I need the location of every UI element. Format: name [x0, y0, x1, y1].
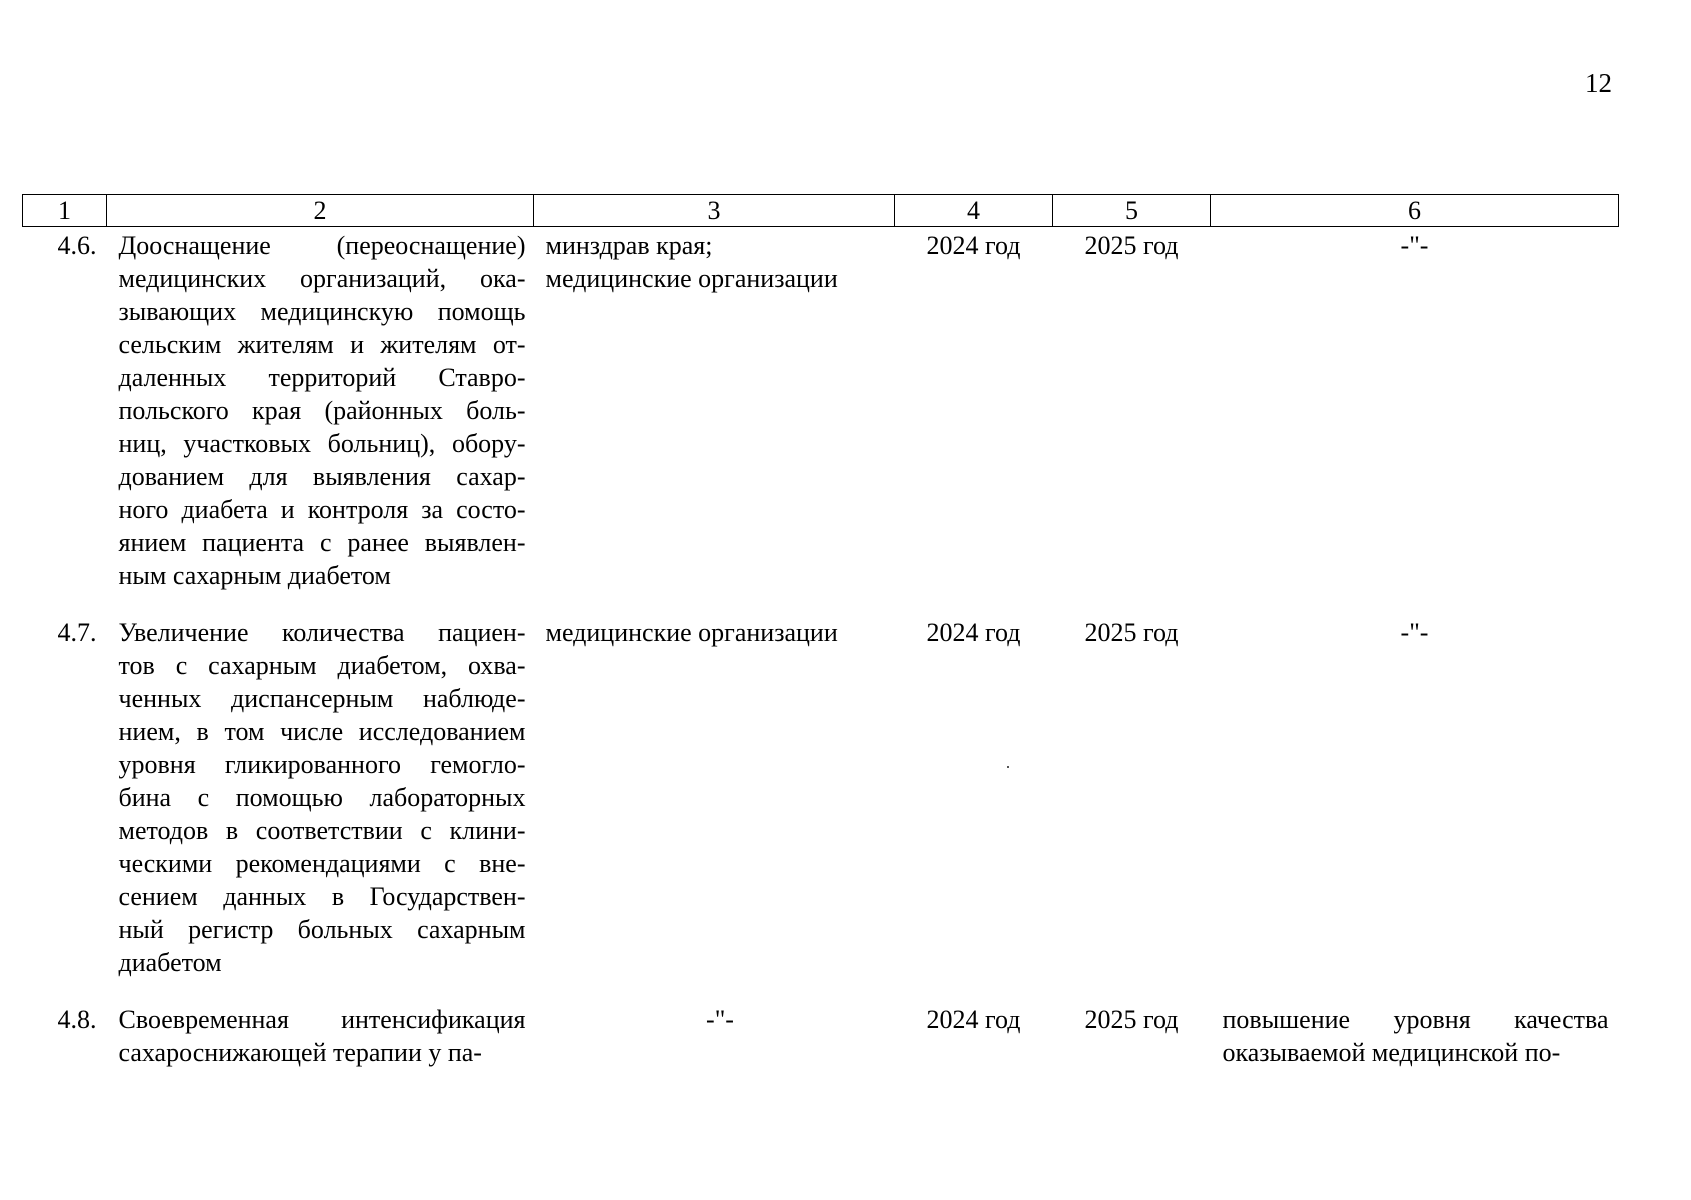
- description-line: янием пациента с ранее выявлен-: [118, 528, 526, 557]
- item-number: 4.8.: [57, 1005, 97, 1034]
- header-col-3: 3: [534, 195, 895, 227]
- item-executor: [534, 1003, 895, 1069]
- header-row: [23, 195, 1619, 227]
- description-line: сельским жителям и жителям от-: [118, 330, 526, 359]
- item-description: [107, 616, 534, 979]
- header-col-4: 4: [895, 195, 1053, 227]
- description-line: диабетом: [118, 948, 222, 977]
- item-start-year: 2024 год: [926, 231, 1021, 260]
- item-start-year: 2024 год: [926, 618, 1021, 647]
- item-executor: [534, 616, 895, 979]
- description-line: дованием для выявления сахар-: [118, 462, 526, 491]
- executor-line: минздрав края;: [545, 231, 713, 260]
- description-line: зывающих медицинскую помощь: [118, 297, 526, 326]
- description-line: ным сахарным диабетом: [118, 561, 391, 590]
- description-line: ческими рекомендациями с вне-: [118, 849, 526, 878]
- item-end-year: 2025 год: [1084, 618, 1179, 647]
- item-number: 4.7.: [57, 618, 97, 647]
- description-line: бина с помощью лабораторных: [118, 783, 526, 812]
- item-result: [1211, 1003, 1619, 1069]
- executor-line: медицинские организации: [545, 264, 838, 293]
- executor-line: -"-: [706, 1005, 734, 1034]
- description-line: сением данных в Государствен-: [118, 882, 526, 911]
- description-line: нием, в том числе исследованием: [118, 717, 526, 746]
- description-line: ного диабета и контроля за состо-: [118, 495, 526, 524]
- description-line: Дооснащение (переоснащение): [118, 231, 526, 260]
- table-row: [23, 616, 1619, 979]
- description-line: ченных диспансерным наблюде-: [118, 684, 526, 713]
- description-line: методов в соответствии с клини-: [118, 816, 526, 845]
- item-end-year: 2025 год: [1084, 231, 1179, 260]
- result-line: повышение уровня качества: [1222, 1005, 1609, 1034]
- table-header: [23, 195, 1619, 227]
- result-line: -"-: [1400, 231, 1429, 260]
- item-result: [1211, 227, 1619, 593]
- table-row: [23, 227, 1619, 593]
- item-end-year: 2025 год: [1084, 1005, 1179, 1034]
- header-col-6: 6: [1211, 195, 1619, 227]
- item-executor: [534, 227, 895, 593]
- item-start-year: 2024 год: [926, 1005, 1021, 1034]
- scan-speck: [1007, 766, 1009, 768]
- description-line: Своевременная интенсификация: [118, 1005, 526, 1034]
- description-line: сахароснижающей терапии у па-: [118, 1038, 482, 1067]
- measures-table: [22, 194, 1619, 1069]
- description-line: Увеличение количества пациен-: [118, 618, 526, 647]
- row-spacer: [23, 979, 1619, 1003]
- item-description: [107, 227, 534, 593]
- row-spacer: [23, 592, 1619, 616]
- header-col-1: 1: [23, 195, 107, 227]
- header-col-2: 2: [107, 195, 534, 227]
- description-line: уровня гликированного гемогло-: [118, 750, 526, 779]
- item-result: [1211, 616, 1619, 979]
- item-description: [107, 1003, 534, 1069]
- description-line: медицинских организаций, ока-: [118, 264, 526, 293]
- table-row: [23, 1003, 1619, 1069]
- result-line: оказываемой медицинской по-: [1222, 1038, 1561, 1067]
- header-col-5: 5: [1053, 195, 1211, 227]
- executor-line: медицинские организации: [545, 618, 838, 647]
- description-line: даленных территорий Ставро-: [118, 363, 526, 392]
- page-number: 12: [1585, 68, 1612, 98]
- description-line: тов с сахарным диабетом, охва-: [118, 651, 526, 680]
- description-line: ный регистр больных сахарным: [118, 915, 526, 944]
- description-line: польского края (районных боль-: [118, 396, 526, 425]
- result-line: -"-: [1400, 618, 1429, 647]
- item-number: 4.6.: [57, 231, 97, 260]
- description-line: ниц, участковых больниц), обору-: [118, 429, 526, 458]
